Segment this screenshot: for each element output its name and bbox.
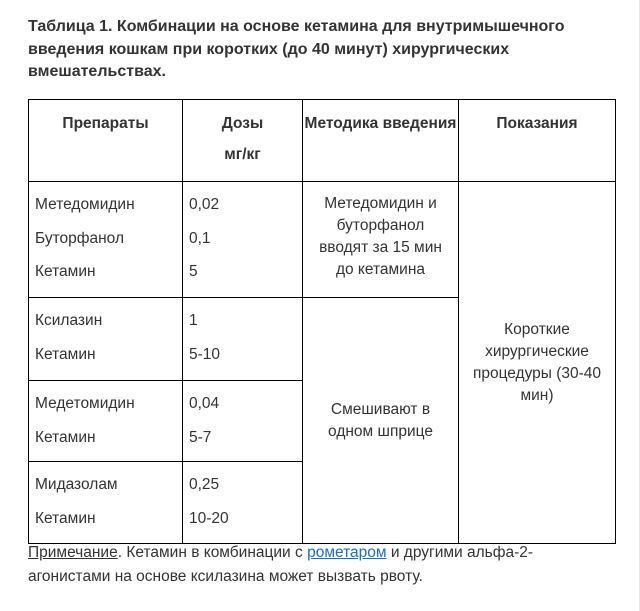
drug-combinations-table xyxy=(28,99,616,544)
drug-name: Буторфанол xyxy=(35,229,125,247)
doses-cell xyxy=(183,182,303,298)
drug-name: Ксилазин xyxy=(35,312,103,329)
header-method: Методика введения xyxy=(303,100,459,182)
drug-name: Мидазолам xyxy=(35,476,118,493)
dose-value: 5-10 xyxy=(189,345,221,363)
drugs-cell xyxy=(29,182,183,298)
dose-value: 0,04 xyxy=(189,395,220,412)
table-header-row xyxy=(29,100,616,182)
doses-cell xyxy=(183,298,303,381)
drug-name: Метедомидин xyxy=(35,196,135,213)
method-cell-rest: Смешивают в одном шприце xyxy=(303,298,459,544)
doses-cell xyxy=(183,462,303,544)
header-doses xyxy=(183,100,303,182)
drug-name: Кетамин xyxy=(35,509,96,527)
drugs-cell xyxy=(29,381,183,462)
header-doses-unit: мг/кг xyxy=(224,146,261,163)
dose-value: 0,25 xyxy=(189,476,220,493)
table-caption: Таблица 1. Комбинации на основе кетамина для внутримышечного введения кошкам при коротких (до 40 минут) хирургических вмешательствах. xyxy=(28,18,565,80)
drug-name: Медетомидин xyxy=(35,395,135,412)
drug-name: Кетамин xyxy=(35,345,96,363)
indications-cell: Короткие хирургические процедуры (30-40 мин) xyxy=(459,182,616,544)
note-label: Примечание xyxy=(28,544,118,561)
drug-name: Кетамин xyxy=(35,263,96,280)
dose-value: 5 xyxy=(189,263,198,280)
table-note xyxy=(28,541,608,589)
dose-value: 0,1 xyxy=(189,229,211,247)
note-text-end: и другими альфа-2-агонистами на основе ксилазина может вызвать рвоту. xyxy=(28,544,534,585)
dose-value: 0,02 xyxy=(189,196,220,213)
table-row xyxy=(29,182,616,298)
doses-cell xyxy=(183,381,303,462)
drugs-cell xyxy=(29,298,183,381)
dose-value: 10-20 xyxy=(189,509,229,527)
dose-value: 5-7 xyxy=(189,428,212,446)
method-cell-first: Метедомидин и буторфанол вводят за 15 мин до кетамина xyxy=(303,182,459,298)
drugs-cell xyxy=(29,462,183,544)
rometar-link[interactable]: рометаром xyxy=(307,544,387,561)
drug-name: Кетамин xyxy=(35,428,96,446)
dose-value: 1 xyxy=(189,312,198,329)
header-drugs: Препараты xyxy=(29,100,183,182)
note-text-start: . Кетамин в комбинации с xyxy=(117,544,308,561)
header-doses-title: Дозы xyxy=(221,115,264,132)
header-indications: Показания xyxy=(459,100,616,182)
